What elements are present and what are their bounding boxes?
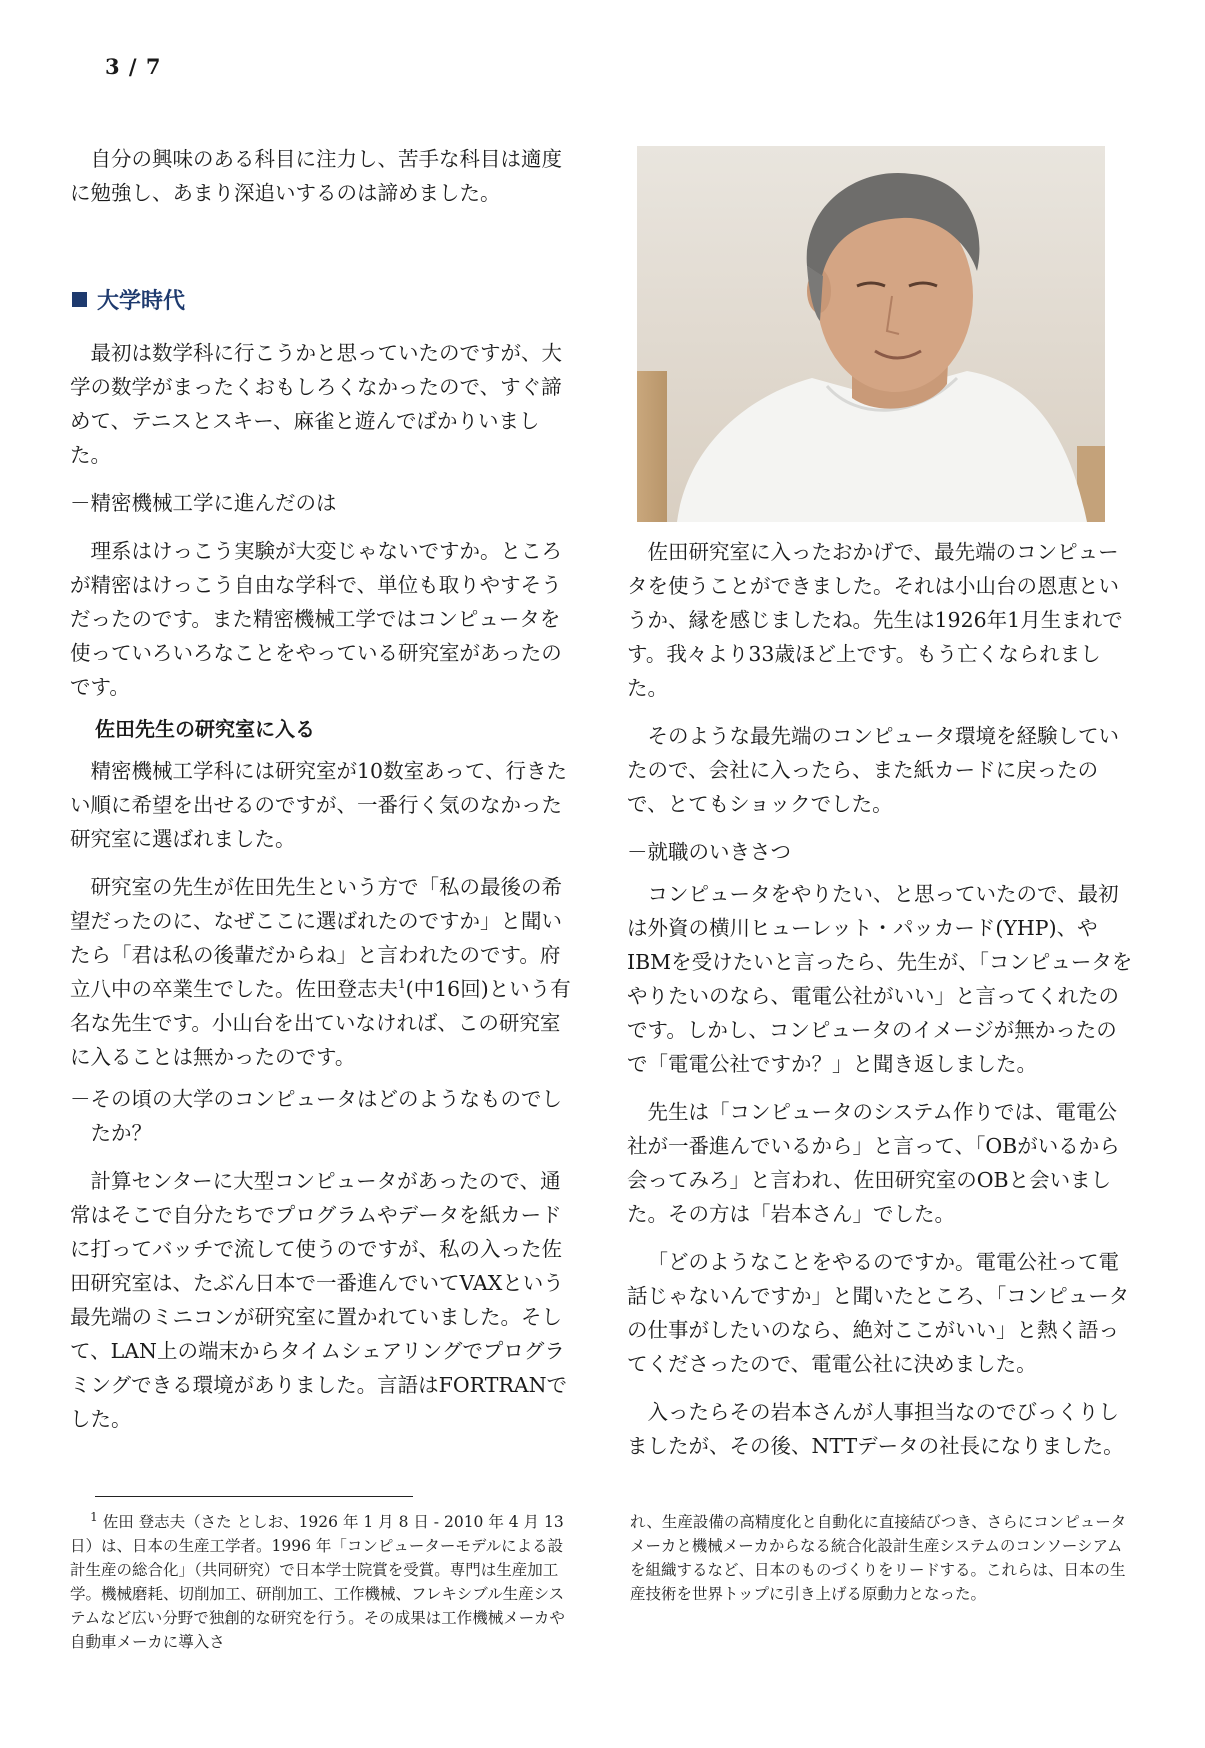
portrait-photo	[637, 146, 1105, 522]
interview-question: －就職のいきさつ	[627, 840, 791, 864]
intro-paragraph: 自分の興味のある科目に注力し、苦手な科目は適度に勉強し、あまり深追いするのは諦めました。	[70, 147, 562, 205]
footnote-divider	[95, 1496, 413, 1497]
interview-question: －その頃の大学のコンピュータはどのようなものでしたか？	[70, 1087, 562, 1145]
footnote-marker: 1	[90, 1509, 98, 1524]
intro-block	[70, 142, 575, 210]
paragraph: コンピュータをやりたい、と思っていたので、最初は外資の横川ヒューレット・パッカード(YHP)、やIBMを受けたいと言ったら、先生が、「コンピュータをやりたいのなら、電電公社がいい」と言ってくれたのです。しかし、コンピュータのイメージが無かったので「電電公社ですか？」と聞き返しました。	[627, 882, 1133, 1076]
interview-question: －精密機械工学に進んだのは	[70, 491, 337, 515]
paragraph: そのような最先端のコンピュータ環境を経験していたので、会社に入ったら、また紙カードに戻ったので、とてもショックでした。	[627, 724, 1119, 816]
paragraph: 「どのようなことをやるのですか。電電公社って電話じゃないんですか」と聞いたところ、「コンピュータの仕事がしたいのなら、絶対ここがいい」と熱く語ってくださったので、電電公社に決めました。	[627, 1250, 1130, 1376]
paragraph: 最初は数学科に行こうかと思っていたのですが、大学の数学がまったくおもしろくなかったので、すぐ諦めて、テニスとスキー、麻雀と遊んでばかりいました。	[70, 341, 562, 467]
right-column	[627, 535, 1137, 1463]
page-number: 3 / 7	[105, 54, 162, 79]
section-heading-text: 大学時代	[97, 289, 186, 314]
paragraph	[70, 870, 575, 1074]
paragraph-text: (中16回)という有名な先生です。小山台を出ていなければ、この研究室に入ることは無かったのです。	[70, 977, 571, 1069]
paragraph: 理系はけっこう実験が大変じゃないですか。ところが精密はけっこう自由な学科で、単位も取りやすそうだったのです。また精密機械工学ではコンピュータを使っていろいろなことをやっている研究室があったのです。	[70, 539, 562, 699]
left-column	[70, 336, 575, 1436]
paragraph: 計算センターに大型コンピュータがあったので、通常はそこで自分たちでプログラムやデータを紙カードに打ってバッチで流して使うのですが、私の入った佐田研究室は、たぶん日本で一番進んでいてVAXという最先端のミニコンが研究室に置かれていました。そして、LAN上の端末からタイムシェアリングでプログラミングできる環境がありました。言語はFORTRANでした。	[70, 1169, 568, 1431]
paragraph: 佐田研究室に入ったおかげで、最先端のコンピュータを使うことができました。それは小山台の恩恵というか、縁を感じましたね。先生は1926年1月生まれです。我々より33歳ほど上です。もう亡くなられました。	[627, 540, 1123, 700]
paragraph-text: 研究室の先生が佐田先生という方で「私の最後の希望だったのに、なぜここに選ばれたのですか」と聞いたら「君は私の後輩だからね」と言われたのです。府立八中の卒業生でした。佐田登志夫	[70, 875, 562, 1001]
square-bullet-icon	[72, 292, 87, 307]
footnote-reference: 1	[398, 977, 406, 992]
footnote-text: 佐田 登志夫（さた としお、1926 年 1 月 8 日 - 2010 年 4 月 13 日）は、日本の生産工学者。1996 年「コンピューターモデルによる設計生産の総合化」（共同研究）で日本学士院賞を受賞。専門は生産加工学。機械磨耗、切削加工、研削加工、工作機械、フレキシブル生産システムなど広い分野で独創的な研究を行う。その成果は工作機械メーカや自動車メーカに導入さ	[70, 1513, 565, 1651]
footnote-left	[70, 1510, 568, 1654]
footnote-right: れ、生産設備の高精度化と自動化に直接結びつき、さらにコンピュータメーカと機械メーカからなる統合化設計生産システムのコンソーシアムを組織するなど、日本のものづくりをリードする。これらは、日本の生産技術を世界トップに引き上げる原動力となった。	[630, 1513, 1127, 1603]
paragraph: 入ったらその岩本さんが人事担当なのでびっくりしましたが、その後、NTTデータの社長になりました。	[627, 1400, 1124, 1458]
section-heading	[72, 284, 185, 315]
paragraph: 精密機械工学科には研究室が10数室あって、行きたい順に希望を出せるのですが、一番行く気のなかった研究室に選ばれました。	[70, 759, 567, 851]
subheading: 佐田先生の研究室に入る	[95, 717, 315, 741]
paragraph: 先生は「コンピュータのシステム作りでは、電電公社が一番進んでいるから」と言って、「OBがいるから会ってみろ」と言われ、佐田研究室のOBと会いました。その方は「岩本さん」でした。	[627, 1100, 1120, 1226]
